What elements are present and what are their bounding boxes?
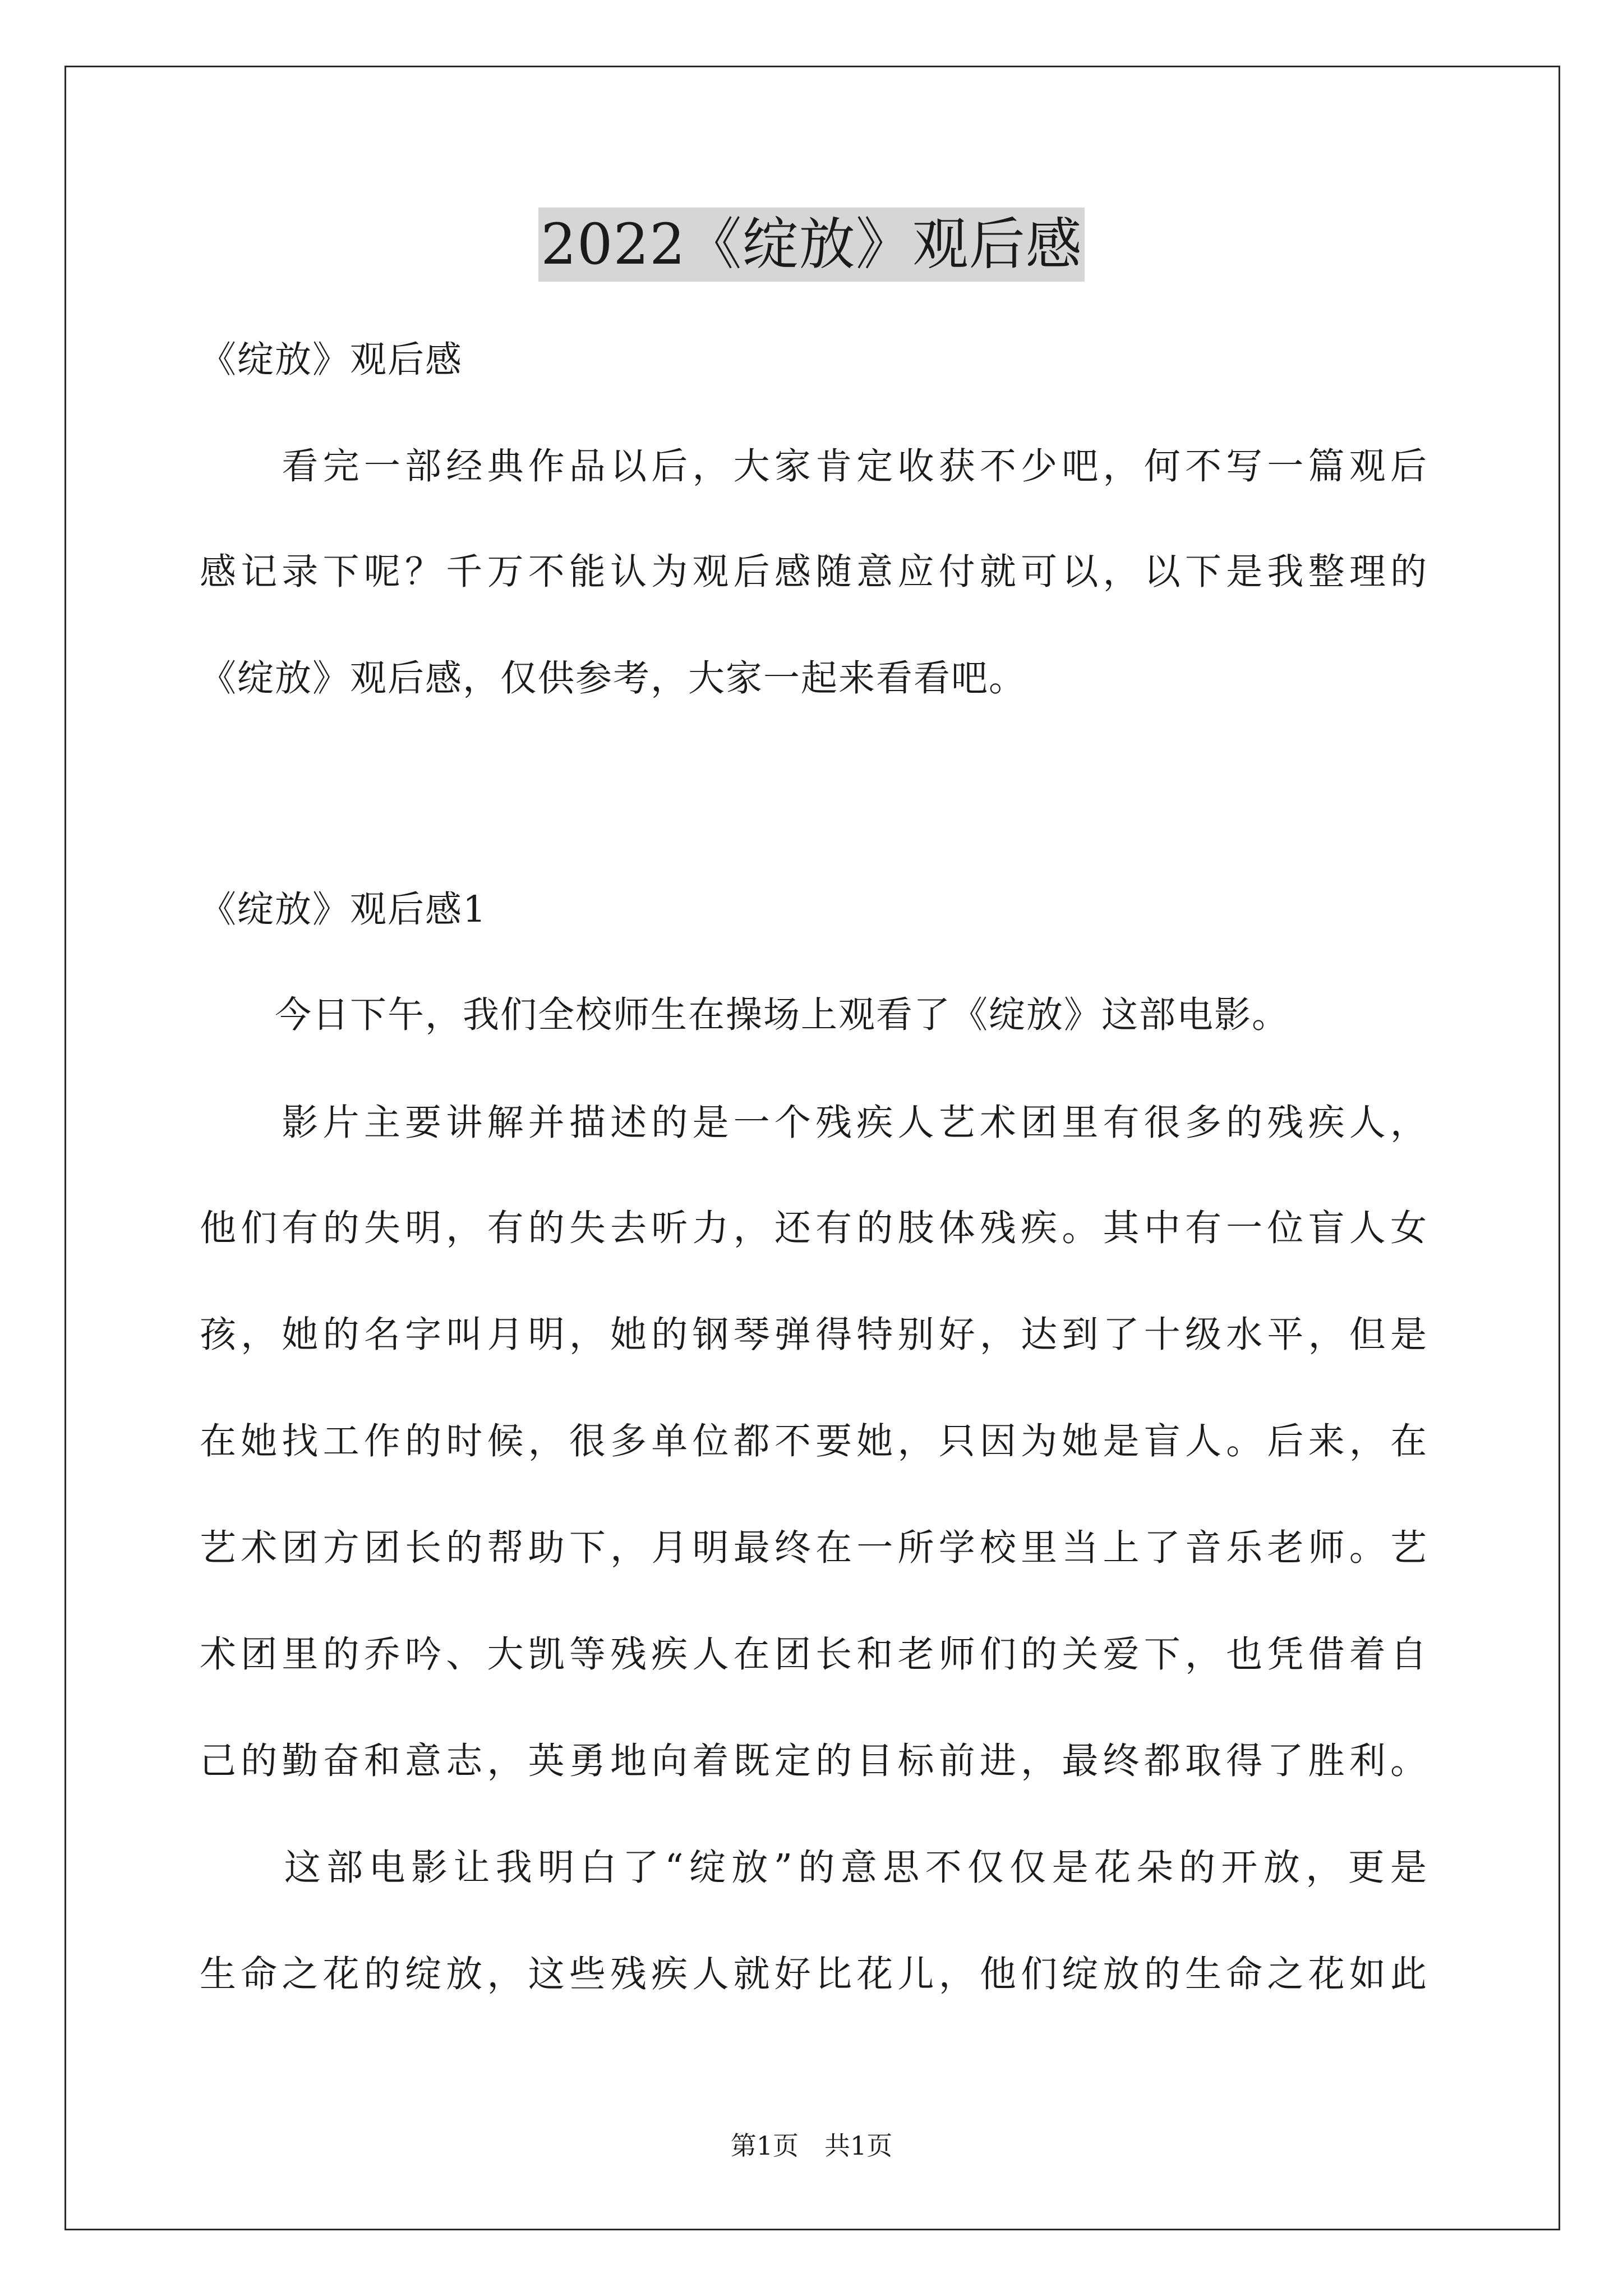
document-title bbox=[0, 208, 1623, 282]
paragraph-line: 艺术团方团长的帮助下，月明最终在一所学校里当上了音乐老师。艺 bbox=[200, 1527, 1428, 1569]
subtitle: 《绽放》观后感 bbox=[200, 339, 463, 381]
page-footer: 第1页 共1页 bbox=[730, 2131, 893, 2161]
intro-line: 感记录下呢？千万不能认为观后感随意应付就可以，以下是我整理的 bbox=[200, 551, 1428, 593]
document-title-text: 2022《绽放》观后感 bbox=[538, 208, 1085, 282]
paragraph-line: 这部电影让我明白了“绽放”的意思不仅仅是花朵的开放，更是 bbox=[200, 1847, 1428, 1889]
paragraph-line: 己的勤奋和意志，英勇地向着既定的目标前进，最终都取得了胜利。 bbox=[200, 1740, 1428, 1782]
intro-line: 《绽放》观后感，仅供参考，大家一起来看看吧。 bbox=[200, 657, 1027, 700]
paragraph-line: 他们有的失明，有的失去听力，还有的肢体残疾。其中有一位盲人女 bbox=[200, 1207, 1428, 1249]
paragraph-line: 术团里的乔吟、大凯等残疾人在团长和老师们的关爱下，也凭借着自 bbox=[200, 1634, 1428, 1676]
intro-line: 看完一部经典作品以后，大家肯定收获不少吧，何不写一篇观后 bbox=[200, 445, 1428, 487]
paragraph-line: 今日下午，我们全校师生在操场上观看了《绽放》这部电影。 bbox=[200, 994, 1290, 1036]
section-heading: 《绽放》观后感1 bbox=[200, 889, 487, 931]
paragraph-line: 影片主要讲解并描述的是一个残疾人艺术团里有很多的残疾人， bbox=[200, 1102, 1428, 1144]
page-border bbox=[64, 66, 1560, 2230]
paragraph-line: 生命之花的绽放，这些残疾人就好比花儿，他们绽放的生命之花如此 bbox=[200, 1953, 1428, 1995]
paragraph-line: 在她找工作的时候，很多单位都不要她，只因为她是盲人。后来，在 bbox=[200, 1420, 1428, 1462]
paragraph-line: 孩，她的名字叫月明，她的钢琴弹得特别好，达到了十级水平，但是 bbox=[200, 1314, 1428, 1356]
